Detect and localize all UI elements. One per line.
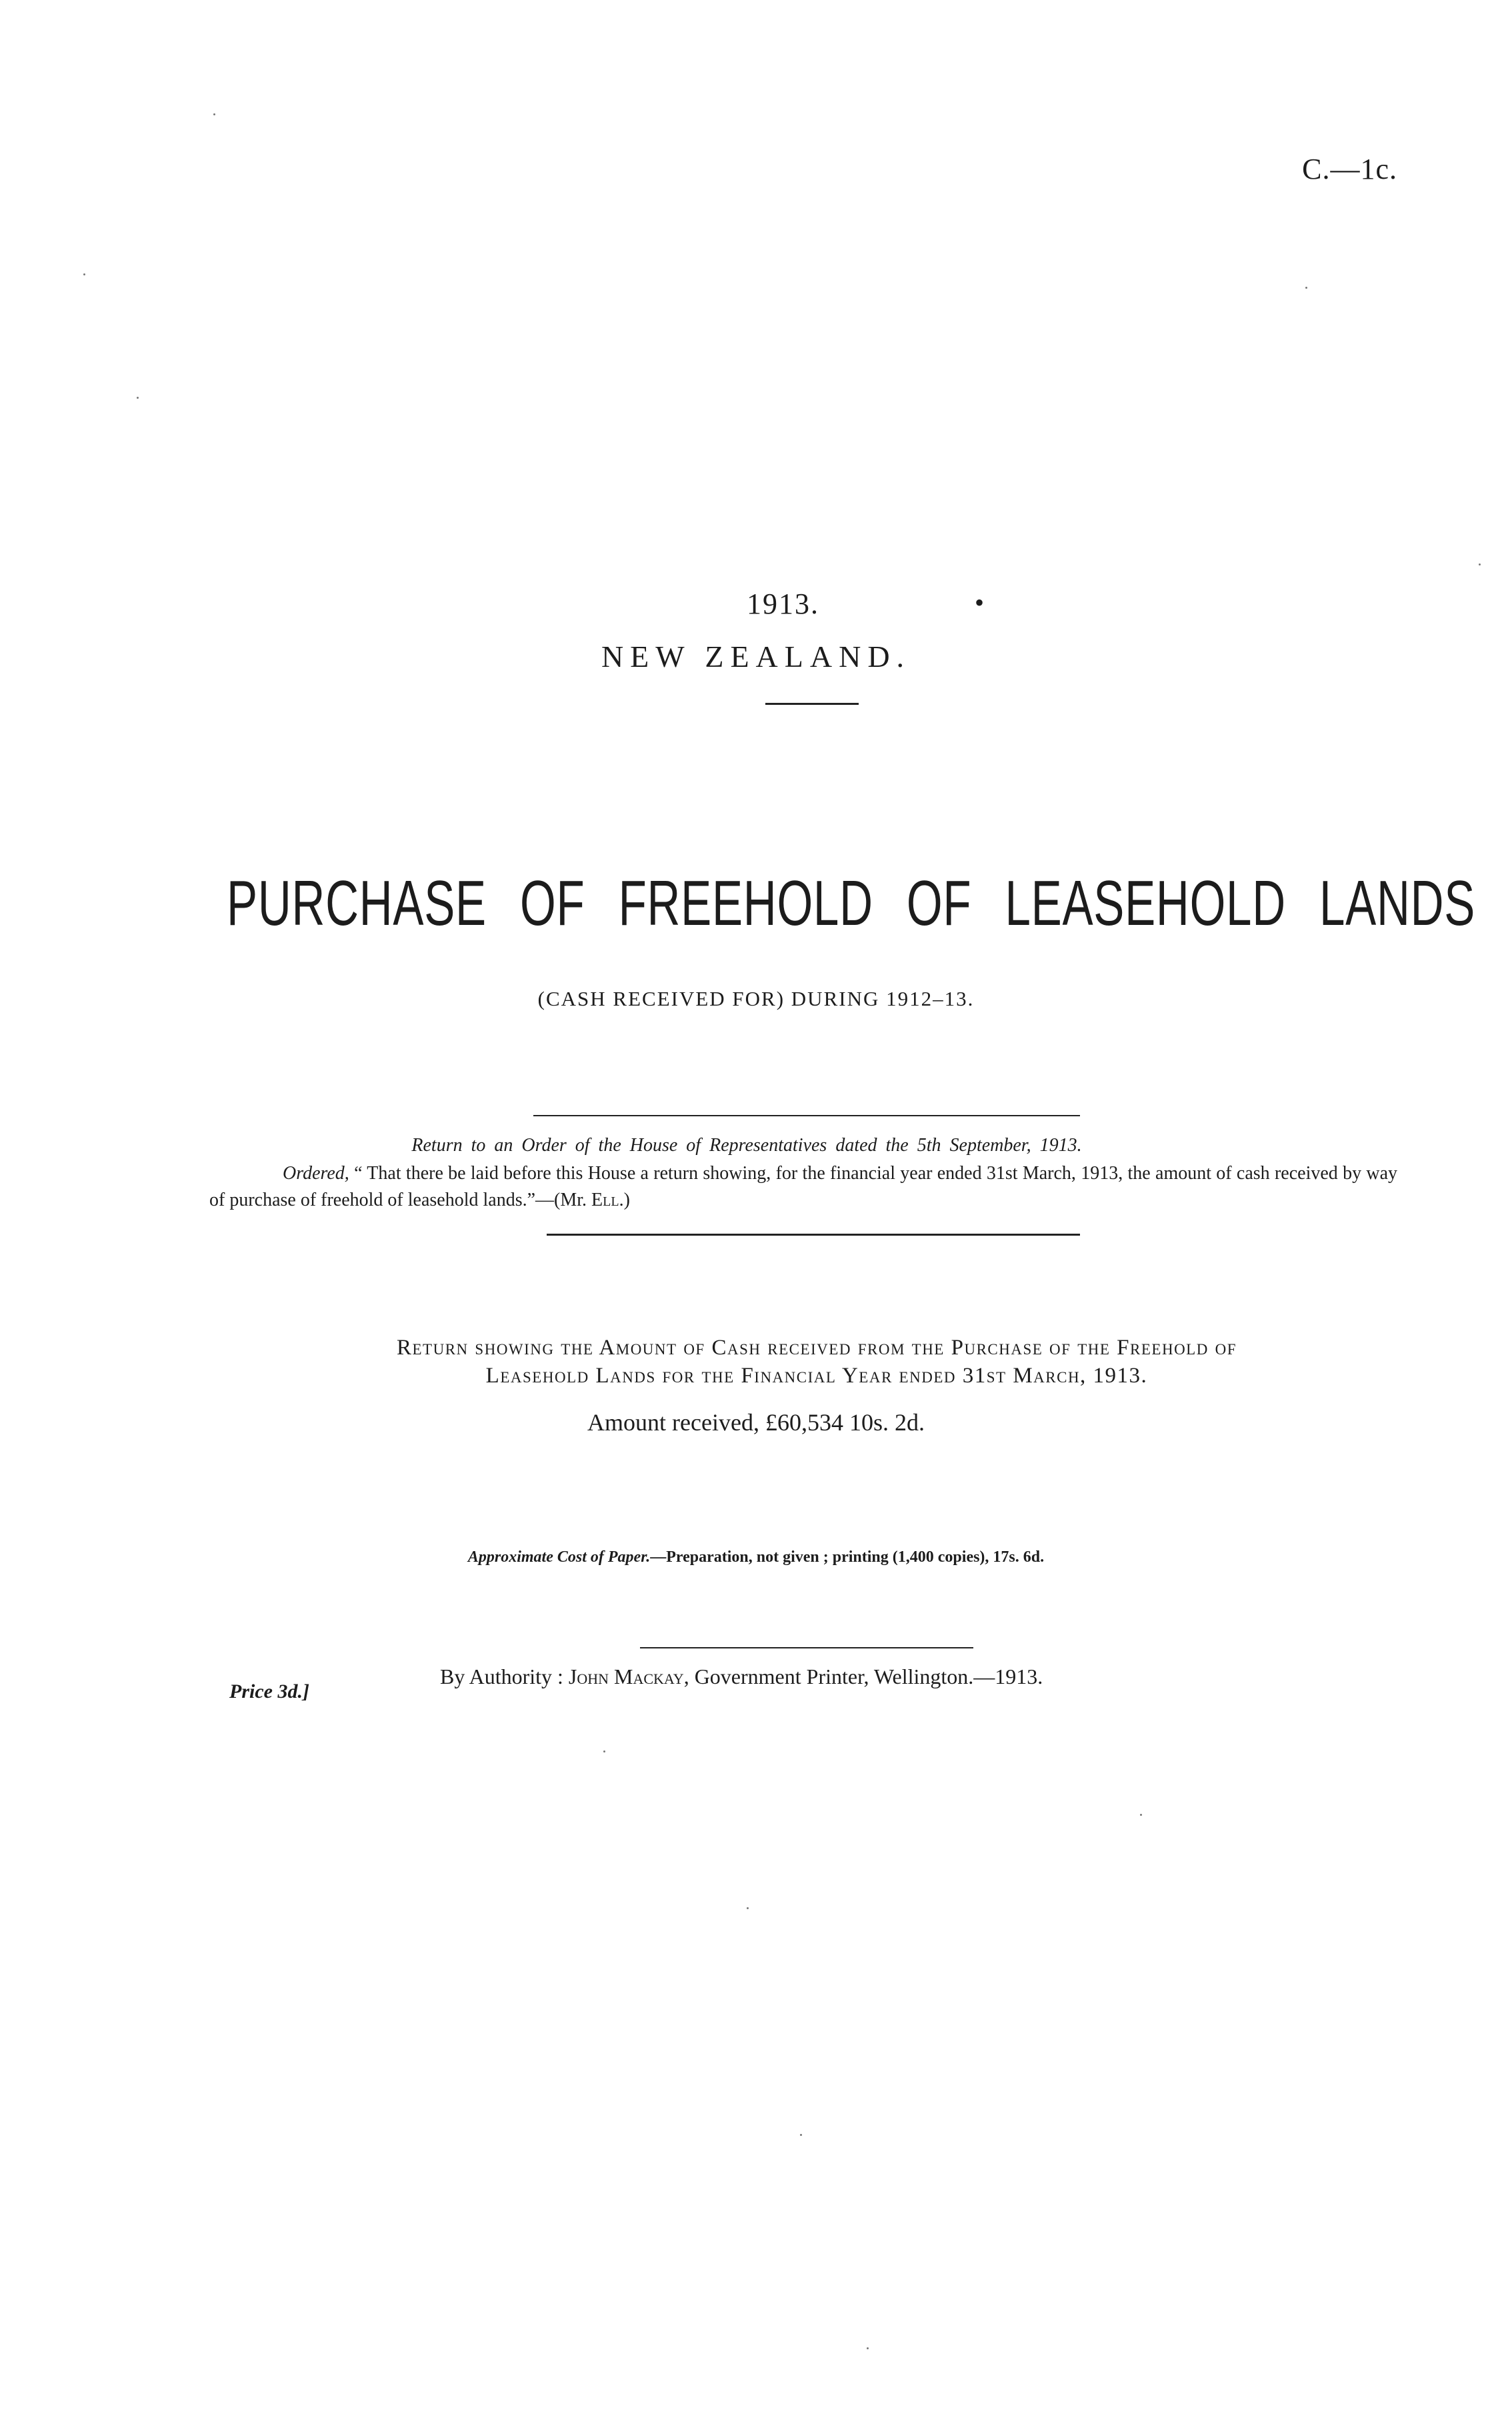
printer-mark: • — [975, 587, 985, 618]
order-heading: Return to an Order of the House of Representatives dated the 5th September, 1913. — [411, 1135, 1082, 1156]
document-title: PURCHASE OF FREEHOLD OF LEASEHOLD LANDS — [227, 868, 1476, 939]
authority-prefix: By Authority : — [440, 1664, 569, 1688]
paper-speck — [747, 1907, 749, 1909]
document-subtitle: (CASH RECEIVED FOR) DURING 1912–13. — [537, 987, 975, 1010]
printer-name: John Mackay — [568, 1664, 684, 1688]
amount-received: Amount received, £60,534 10s. 2d. — [587, 1409, 925, 1436]
order-bottom-rule — [547, 1234, 1080, 1236]
return-heading — [233, 1334, 1400, 1390]
cost-of-paper — [0, 1548, 1512, 1566]
order-text — [209, 1160, 1397, 1214]
return-heading-line-1: Return showing the Amount of Cash received from the Purchase of the Freehold of — [397, 1336, 1237, 1360]
ordered-closing: .) — [619, 1190, 630, 1210]
footer-rule — [640, 1647, 973, 1648]
paper-speck — [1140, 1814, 1142, 1816]
authority-suffix: , Government Printer, Wellington.—1913. — [683, 1664, 1043, 1688]
country: NEW ZEALAND. — [601, 640, 911, 674]
year: 1913. — [747, 587, 819, 620]
document-reference: C.—1c. — [1302, 153, 1397, 185]
printing-authority — [440, 1664, 1043, 1689]
paper-speck — [1305, 287, 1307, 289]
cost-label: Approximate Cost of Paper. — [467, 1548, 651, 1566]
ordered-text: “ That there be laid before this House a return showing, for the financial year ended 31st March, 1913, the amount of cash received by way of purchase of freehold of leasehold lands.”—(Mr. — [209, 1163, 1398, 1210]
order-top-rule — [533, 1115, 1080, 1116]
paper-speck — [213, 113, 215, 115]
paper-speck — [603, 1750, 605, 1752]
paper-speck — [867, 2347, 869, 2349]
cost-text: —Preparation, not given ; printing (1,400 copies), 17s. 6d. — [650, 1548, 1045, 1566]
ordered-label: Ordered, — [283, 1163, 349, 1184]
return-heading-line-2: Leasehold Lands for the Financial Year ended 31st March, 1913. — [485, 1364, 1148, 1388]
paper-speck — [800, 2134, 802, 2136]
paper-speck — [137, 397, 139, 399]
price: Price 3d.] — [229, 1680, 309, 1702]
paper-speck — [1479, 563, 1481, 565]
member-name: Ell — [591, 1190, 619, 1210]
country-rule — [765, 703, 859, 705]
paper-speck — [83, 273, 85, 275]
